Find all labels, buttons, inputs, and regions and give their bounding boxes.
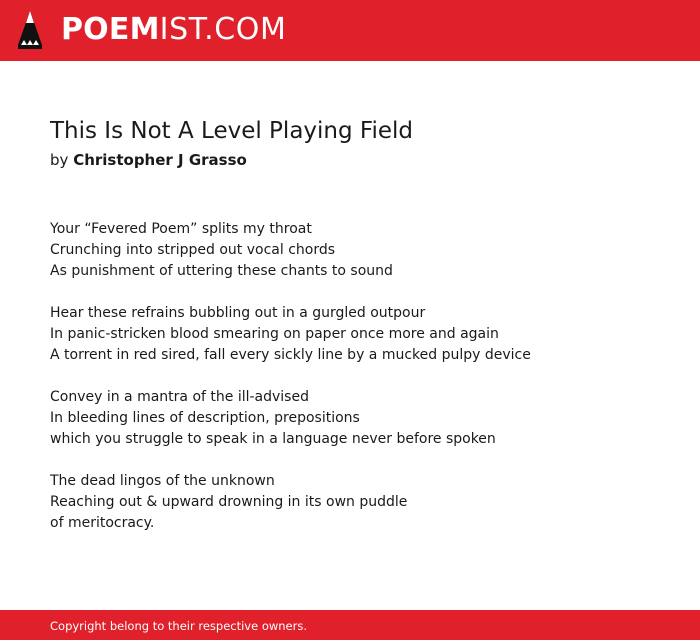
poem-line: Convey in a mantra of the ill-advised [50,389,309,405]
brand-light: IST.COM [159,12,287,47]
copyright-text: Copyright belong to their respective owners. [50,619,308,633]
author-name[interactable]: Christopher J Grasso [73,151,247,169]
stanza [50,471,670,534]
site-footer [0,610,700,640]
stanza [50,303,670,366]
poem-line: of meritocracy. [50,515,155,531]
stanza [50,387,670,450]
poem-line: In bleeding lines of description, prepositions [50,410,360,426]
poem-title: This Is Not A Level Playing Field [50,118,413,144]
poem-line: In panic-stricken blood smearing on paper once more and again [50,326,499,342]
poem-line: Your “Fevered Poem” splits my throat [50,221,312,237]
poem-byline [50,150,247,170]
site-header [0,0,700,61]
poem-line: As punishment of uttering these chants to sound [50,263,393,279]
poem-body [50,219,670,555]
poem-line: Reaching out & upward drowning in its own puddle [50,494,408,510]
poem-line: Hear these refrains bubbling out in a gurgled outpour [50,305,426,321]
site-logo-text[interactable] [61,13,286,47]
by-label: by [50,151,69,169]
poem-line: Crunching into stripped out vocal chords [50,242,336,258]
poem-line: A torrent in red sired, fall every sickly line by a mucked pulpy device [50,347,531,363]
poem-line: The dead lingos of the unknown [50,473,275,489]
stanza [50,219,670,282]
poem-line: which you struggle to speak in a language never before spoken [50,431,496,447]
pencil-tip-icon[interactable] [16,9,44,51]
brand-bold: POEM [61,12,160,47]
